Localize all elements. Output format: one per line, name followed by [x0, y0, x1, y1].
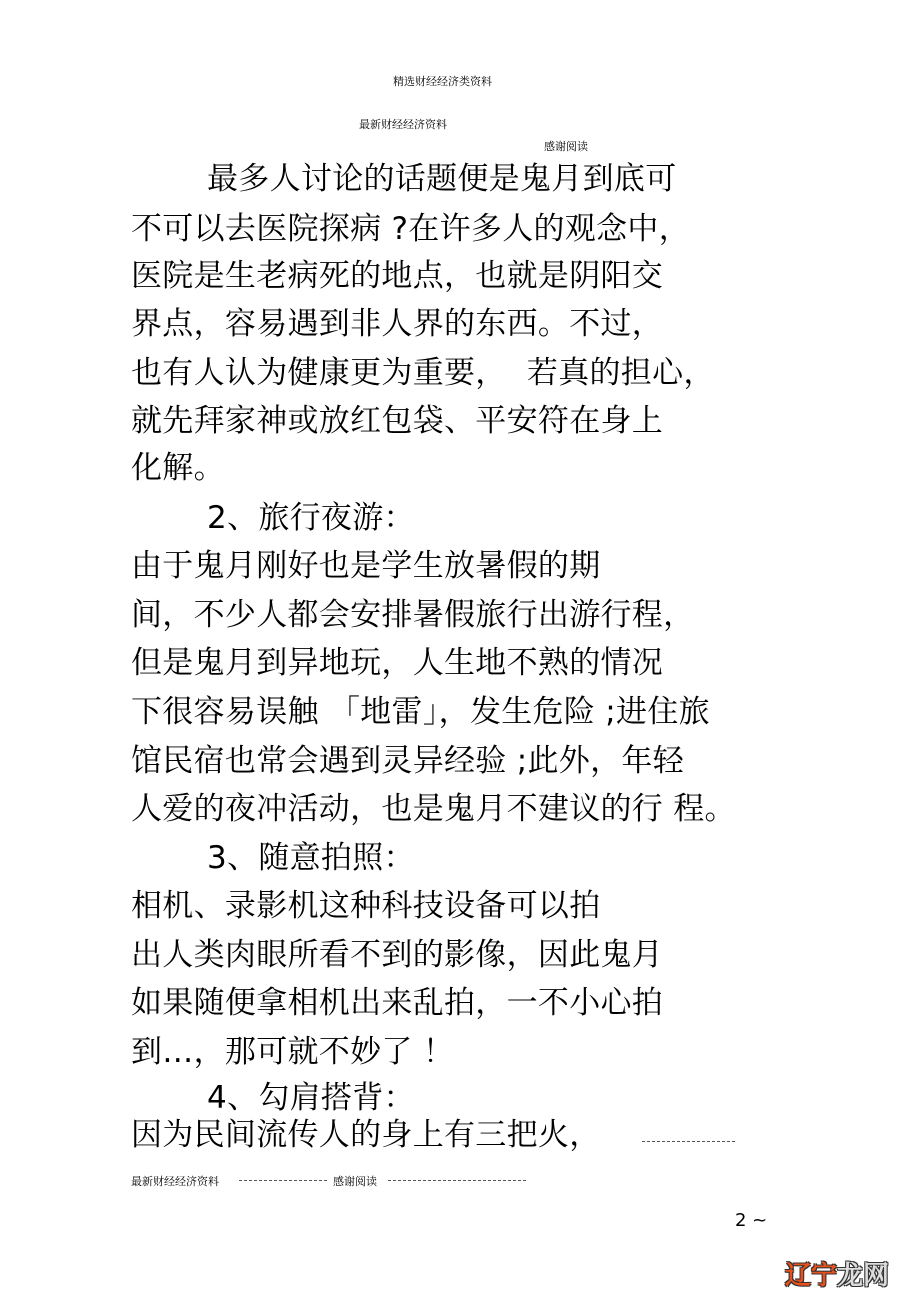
- text-line: 也有人认为健康更为重要， 若真的担心，: [131, 355, 715, 391]
- page-number: 2 ~: [735, 1210, 768, 1231]
- text-line: 化解。: [131, 450, 225, 486]
- divider: [642, 1141, 735, 1142]
- text-line: 最多人讨论的话题便是鬼月到底可: [207, 161, 677, 197]
- text-line: 到…，那可就不妙了 ！: [131, 1034, 455, 1070]
- text-line: 2、旅行夜游：: [207, 500, 415, 536]
- footer-thanks: 感谢阅读: [333, 1175, 377, 1188]
- text-line: 就先拜家神或放红包袋、平安符在身上: [131, 403, 664, 439]
- watermark-text: 龙网: [837, 1261, 890, 1291]
- header-title: 精选财经经济类资料: [393, 75, 492, 88]
- watermark-text: 辽宁: [785, 1261, 838, 1291]
- text-line: 馆民宿也常会遇到灵异经验 ;此外，年轻: [131, 743, 684, 779]
- watermark-logo: [785, 1255, 889, 1292]
- text-line: 由于鬼月刚好也是学生放暑假的期: [131, 548, 601, 584]
- text-line: 4、勾肩搭背：: [207, 1080, 415, 1116]
- text-line: 界点，容易遇到非人界的东西。不过，: [131, 306, 664, 342]
- text-line: 医院是生老病死的地点，也就是阴阳交: [131, 258, 664, 294]
- footer-left: 最新财经经济资料: [131, 1175, 219, 1188]
- text-line: 人爱的夜冲活动，也是鬼月不建议的行 程。: [131, 791, 736, 827]
- header-thanks: 感谢阅读: [544, 140, 588, 153]
- text-line: 出人类肉眼所看不到的影像，因此鬼月: [131, 937, 664, 973]
- text-line: 因为民间流传人的身上有三把火，: [131, 1117, 601, 1153]
- divider: [239, 1180, 327, 1181]
- text-line: 不可以去医院探病 ?在许多人的观念中，: [131, 211, 691, 247]
- text-line: 但是鬼月到异地玩，人生地不熟的情况: [131, 645, 664, 681]
- text-line: 间，不少人都会安排暑假旅行出游行程，: [131, 597, 695, 633]
- text-line: 下很容易误触 「地雷」，发生危险 ;进住旅: [131, 694, 710, 730]
- header-subtitle: 最新财经经济资料: [359, 118, 447, 131]
- divider: [388, 1180, 526, 1181]
- text-line: 相机、录影机这种科技设备可以拍: [131, 888, 601, 924]
- text-line: 如果随便拿相机出来乱拍，一不小心拍: [131, 985, 664, 1021]
- text-line: 3、随意拍照：: [207, 840, 415, 876]
